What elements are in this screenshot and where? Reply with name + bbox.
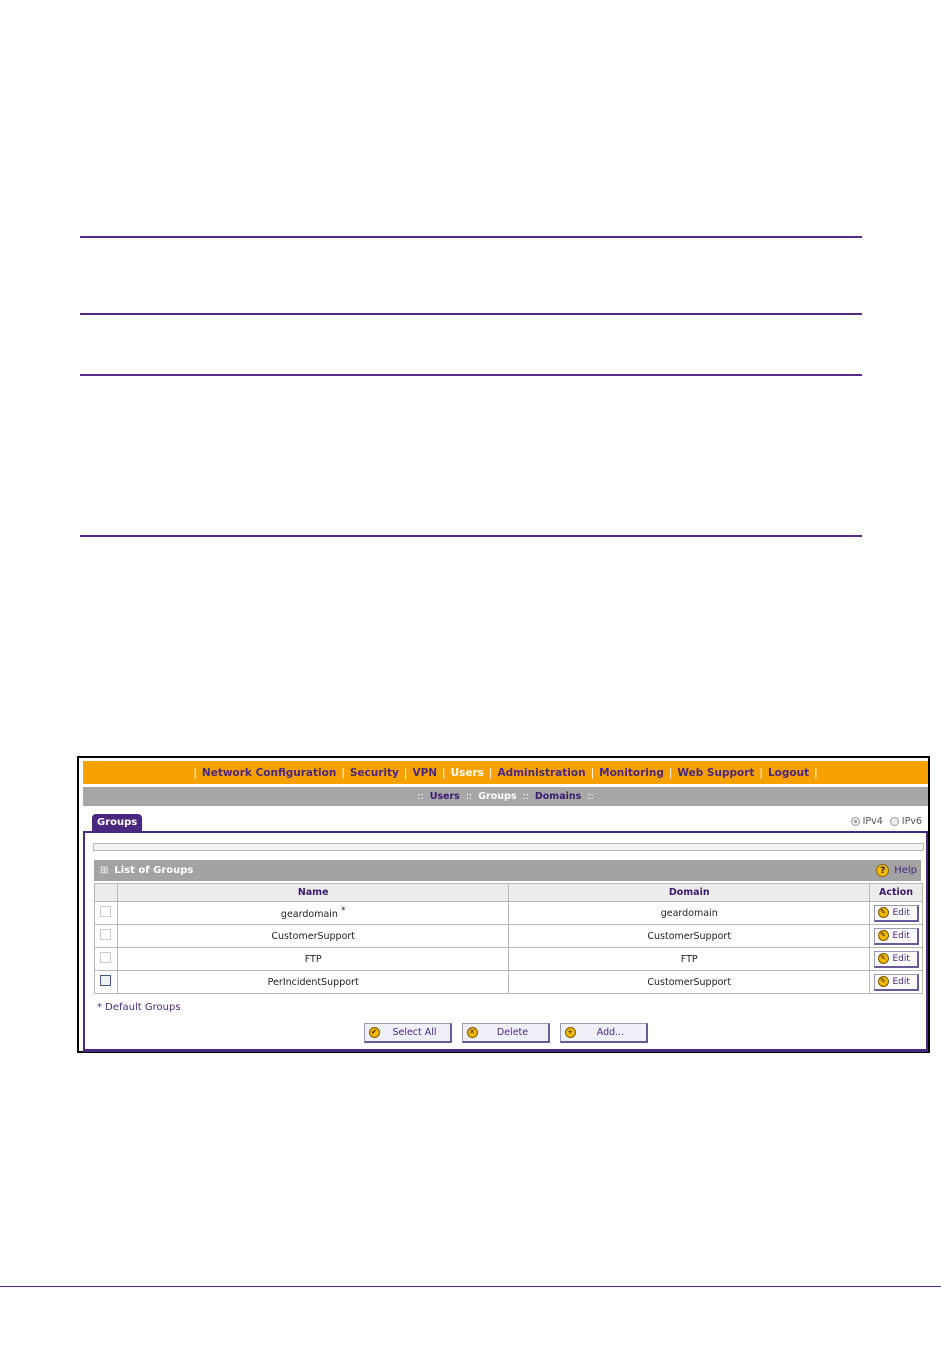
ipv4-label: IPv4 [862, 816, 883, 827]
group-name: CustomerSupport [117, 925, 508, 948]
domain-column-header: Domain [509, 884, 870, 902]
group-name: FTP [117, 948, 508, 971]
add-button[interactable] [560, 1023, 648, 1043]
add-icon: + [565, 1027, 576, 1038]
ip-version-selector [851, 816, 922, 827]
ipv4-radio[interactable] [851, 817, 860, 826]
edit-label: Edit [892, 953, 910, 964]
sub-navigation: :: Users :: Groups :: Domains :: [83, 787, 928, 806]
top-navigation: | Network Configuration | Security | VPN | Users | Administration | Monitoring | Web Support | Logout | [83, 761, 928, 784]
group-domain: CustomerSupport [509, 925, 870, 948]
nav-users[interactable]: Users [450, 766, 484, 779]
subnav-groups[interactable]: Groups [478, 791, 517, 802]
default-groups-note: * Default Groups [97, 1002, 181, 1013]
default-marker: * [340, 905, 346, 916]
check-icon: ✔ [369, 1027, 380, 1038]
groups-table [94, 883, 923, 994]
delete-label: Delete [496, 1027, 529, 1038]
list-title: List of Groups [114, 865, 194, 876]
table-header-row [95, 884, 923, 902]
help-link[interactable] [876, 864, 917, 877]
nav-administration[interactable]: Administration [497, 766, 586, 779]
delete-button[interactable] [462, 1023, 550, 1043]
grid-icon: ⊞ [100, 865, 109, 876]
name-column-header: Name [117, 884, 508, 902]
edit-label: Edit [892, 930, 910, 941]
section-rule-4 [80, 535, 862, 537]
status-bar [93, 843, 924, 851]
help-icon: ? [876, 864, 889, 877]
row-checkbox[interactable] [100, 906, 111, 917]
table-row [95, 971, 923, 994]
group-name: PerIncidentSupport [117, 971, 508, 994]
edit-button[interactable] [874, 928, 919, 945]
nav-security[interactable]: Security [349, 766, 399, 779]
group-domain: CustomerSupport [509, 971, 870, 994]
section-rule-2 [80, 313, 862, 315]
group-domain: geardomain [509, 902, 870, 925]
row-checkbox[interactable] [100, 975, 111, 986]
subnav-domains[interactable]: Domains [534, 791, 582, 802]
section-rule-3 [80, 374, 862, 376]
action-buttons [85, 1023, 926, 1043]
list-header [94, 860, 921, 881]
edit-icon: ✎ [878, 953, 889, 964]
ipv6-label: IPv6 [901, 816, 922, 827]
select-all-button[interactable] [364, 1023, 452, 1043]
edit-button[interactable] [874, 905, 919, 922]
groups-panel [83, 831, 928, 1052]
edit-icon: ✎ [878, 907, 889, 918]
nav-logout[interactable]: Logout [767, 766, 810, 779]
action-column-header: Action [870, 884, 923, 902]
nav-web-support[interactable]: Web Support [677, 766, 755, 779]
tab-groups[interactable]: Groups [92, 814, 142, 831]
table-row [95, 902, 923, 925]
edit-icon: ✎ [878, 976, 889, 987]
delete-icon: ✕ [467, 1027, 478, 1038]
groups-screenshot [77, 756, 930, 1053]
edit-button[interactable] [874, 974, 919, 991]
edit-label: Edit [892, 907, 910, 918]
add-label: Add... [596, 1027, 625, 1038]
edit-button[interactable] [874, 951, 919, 968]
nav-vpn[interactable]: VPN [412, 766, 438, 779]
nav-network-configuration[interactable]: Network Configuration [201, 766, 337, 779]
select-column-header [95, 884, 118, 902]
section-rule-1 [80, 236, 862, 238]
edit-label: Edit [892, 976, 910, 987]
row-checkbox[interactable] [100, 952, 111, 963]
nav-monitoring[interactable]: Monitoring [599, 766, 664, 779]
group-domain: FTP [509, 948, 870, 971]
edit-icon: ✎ [878, 930, 889, 941]
row-checkbox[interactable] [100, 929, 111, 940]
table-row [95, 925, 923, 948]
select-all-label: Select All [392, 1027, 437, 1038]
footer-rule [0, 1286, 941, 1287]
help-label: Help [894, 865, 917, 876]
ipv6-radio[interactable] [890, 817, 899, 826]
subnav-users[interactable]: Users [429, 791, 460, 802]
group-name: geardomain [280, 909, 338, 921]
table-row [95, 948, 923, 971]
